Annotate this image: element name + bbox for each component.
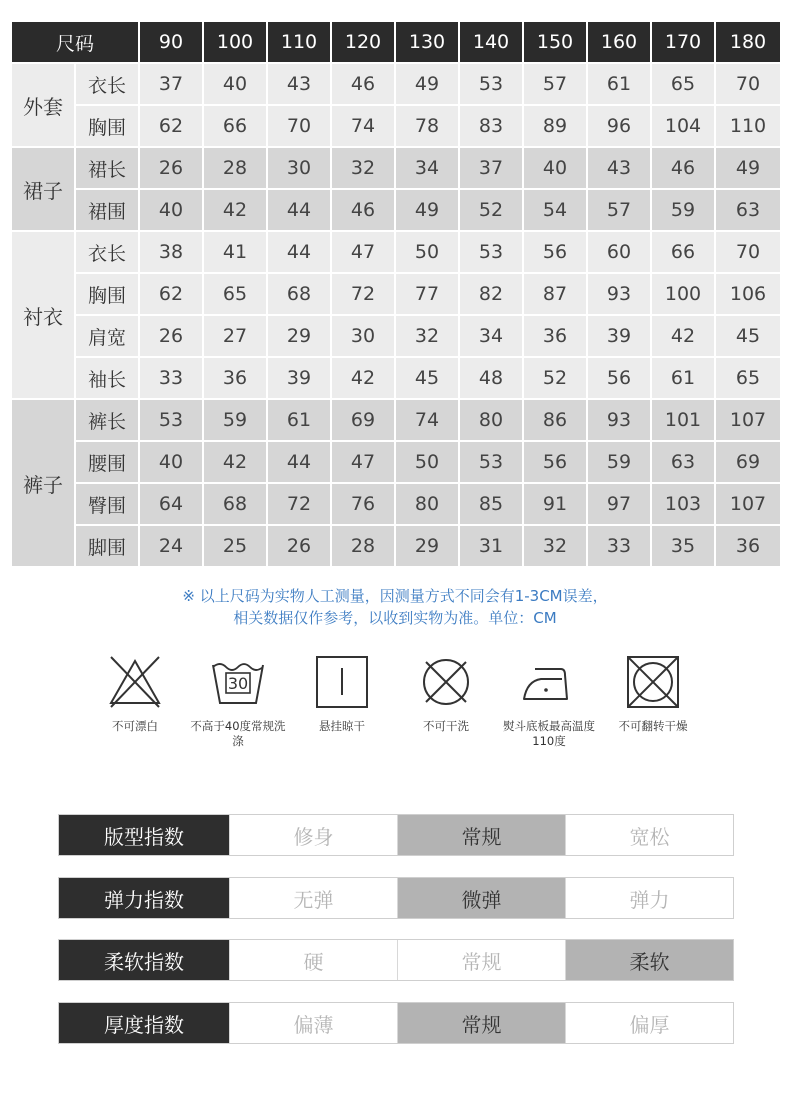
measurement-value: 32	[331, 147, 395, 189]
index-option: 常规	[397, 940, 565, 980]
measurement-value: 48	[459, 357, 523, 399]
size-header: 150	[523, 21, 587, 63]
care-label: 悬挂晾干	[319, 719, 365, 733]
measurement-value: 49	[395, 63, 459, 105]
measurement-value: 24	[139, 525, 203, 567]
measurement-value: 106	[715, 273, 781, 315]
measurement-value: 53	[459, 231, 523, 273]
care-item-no-dry-clean	[391, 655, 501, 734]
measurement-value: 50	[395, 231, 459, 273]
measurement-value: 33	[587, 525, 651, 567]
measurement-value: 52	[523, 357, 587, 399]
index-option: 弹力	[565, 878, 733, 918]
index-option: 偏厚	[565, 1003, 733, 1043]
measurement-value: 69	[715, 441, 781, 483]
care-item-iron	[494, 655, 604, 749]
measurement-value: 39	[587, 315, 651, 357]
measurement-value: 59	[587, 441, 651, 483]
measurement-value: 60	[587, 231, 651, 273]
garment-group-label: 裙子	[11, 147, 75, 231]
measurement-value: 107	[715, 399, 781, 441]
measurement-value: 39	[267, 357, 331, 399]
measurement-value: 103	[651, 483, 715, 525]
table-row	[11, 525, 781, 567]
index-title: 厚度指数	[59, 1003, 229, 1043]
measurement-note-line1: ※ 以上尺码为实物人工测量，因测量方式不同会有1-3CM误差，	[182, 587, 608, 605]
index-option: 微弹	[397, 878, 565, 918]
measurement-value: 53	[139, 399, 203, 441]
table-row	[11, 399, 781, 441]
measurement-value: 61	[651, 357, 715, 399]
measurement-value: 83	[459, 105, 523, 147]
index-row	[58, 1002, 734, 1044]
measurement-label: 袖长	[75, 357, 139, 399]
index-option: 常规	[397, 1003, 565, 1043]
measurement-value: 45	[715, 315, 781, 357]
size-header: 160	[587, 21, 651, 63]
table-row	[11, 189, 781, 231]
measurement-value: 30	[331, 315, 395, 357]
measurement-value: 57	[523, 63, 587, 105]
measurement-value: 53	[459, 63, 523, 105]
measurement-value: 42	[203, 441, 267, 483]
measurement-value: 43	[267, 63, 331, 105]
index-row	[58, 814, 734, 856]
size-header: 90	[139, 21, 203, 63]
measurement-value: 35	[651, 525, 715, 567]
wash-temp: 30	[227, 674, 249, 693]
measurement-value: 34	[395, 147, 459, 189]
index-row	[58, 939, 734, 981]
measurement-value: 96	[587, 105, 651, 147]
measurement-label: 衣长	[75, 231, 139, 273]
size-header: 100	[203, 21, 267, 63]
measurement-value: 59	[203, 399, 267, 441]
garment-group-label: 裤子	[11, 399, 75, 567]
measurement-value: 25	[203, 525, 267, 567]
measurement-value: 26	[267, 525, 331, 567]
table-row	[11, 315, 781, 357]
measurement-value: 29	[395, 525, 459, 567]
measurement-value: 30	[267, 147, 331, 189]
measurement-value: 82	[459, 273, 523, 315]
measurement-value: 32	[395, 315, 459, 357]
size-header: 140	[459, 21, 523, 63]
size-table-body	[11, 63, 781, 567]
measurement-value: 42	[651, 315, 715, 357]
measurement-value: 40	[523, 147, 587, 189]
measurement-value: 80	[395, 483, 459, 525]
measurement-label: 脚围	[75, 525, 139, 567]
measurement-value: 37	[459, 147, 523, 189]
measurement-value: 62	[139, 105, 203, 147]
measurement-value: 40	[139, 189, 203, 231]
measurement-value: 29	[267, 315, 331, 357]
measurement-value: 54	[523, 189, 587, 231]
measurement-value: 64	[139, 483, 203, 525]
size-header: 180	[715, 21, 781, 63]
index-title: 版型指数	[59, 815, 229, 855]
measurement-value: 46	[331, 189, 395, 231]
measurement-value: 70	[715, 63, 781, 105]
measurement-label: 裤长	[75, 399, 139, 441]
index-option: 常规	[397, 815, 565, 855]
measurement-value: 59	[651, 189, 715, 231]
measurement-value: 46	[651, 147, 715, 189]
no-dry-clean-icon	[418, 655, 474, 709]
measurement-label: 胸围	[75, 105, 139, 147]
measurement-value: 86	[523, 399, 587, 441]
measurement-label: 衣长	[75, 63, 139, 105]
measurement-label: 腰围	[75, 441, 139, 483]
index-title: 柔软指数	[59, 940, 229, 980]
measurement-value: 47	[331, 441, 395, 483]
care-label: 不可漂白	[112, 719, 158, 733]
garment-group-label: 衬衣	[11, 231, 75, 399]
size-header-label: 尺码	[11, 21, 139, 63]
measurement-value: 49	[715, 147, 781, 189]
measurement-value: 93	[587, 273, 651, 315]
measurement-value: 36	[203, 357, 267, 399]
measurement-value: 36	[715, 525, 781, 567]
no-bleach-icon	[107, 655, 163, 709]
measurement-value: 61	[587, 63, 651, 105]
measurement-value: 110	[715, 105, 781, 147]
measurement-value: 63	[715, 189, 781, 231]
measurement-label: 裙围	[75, 189, 139, 231]
measurement-note-line2: 相关数据仅作参考，以收到实物为准。单位：CM	[233, 609, 557, 627]
measurement-value: 97	[587, 483, 651, 525]
size-table	[10, 20, 782, 568]
garment-group-label: 外套	[11, 63, 75, 147]
measurement-value: 93	[587, 399, 651, 441]
measurement-value: 34	[459, 315, 523, 357]
measurement-value: 46	[331, 63, 395, 105]
size-header: 110	[267, 21, 331, 63]
size-header: 120	[331, 21, 395, 63]
care-item-no-bleach	[80, 655, 190, 734]
measurement-value: 70	[715, 231, 781, 273]
measurement-value: 38	[139, 231, 203, 273]
measurement-value: 26	[139, 147, 203, 189]
measurement-value: 77	[395, 273, 459, 315]
index-title: 弹力指数	[59, 878, 229, 918]
measurement-value: 107	[715, 483, 781, 525]
index-option: 无弹	[229, 878, 397, 918]
measurement-value: 44	[267, 231, 331, 273]
measurement-value: 76	[331, 483, 395, 525]
measurement-value: 40	[203, 63, 267, 105]
iron-icon	[521, 655, 577, 709]
table-row	[11, 357, 781, 399]
measurement-value: 61	[267, 399, 331, 441]
care-label: 熨斗底板最高温度110度	[503, 719, 595, 748]
measurement-value: 63	[651, 441, 715, 483]
no-tumble-dry-icon	[625, 655, 681, 709]
measurement-value: 65	[651, 63, 715, 105]
index-row	[58, 877, 734, 919]
measurement-value: 80	[459, 399, 523, 441]
care-item-no-tumble-dry	[598, 655, 708, 734]
measurement-value: 42	[331, 357, 395, 399]
measurement-value: 57	[587, 189, 651, 231]
table-row	[11, 63, 781, 105]
measurement-value: 37	[139, 63, 203, 105]
measurement-value: 27	[203, 315, 267, 357]
table-row	[11, 105, 781, 147]
index-option: 偏薄	[229, 1003, 397, 1043]
measurement-value: 36	[523, 315, 587, 357]
measurement-label: 胸围	[75, 273, 139, 315]
measurement-value: 31	[459, 525, 523, 567]
measurement-value: 74	[395, 399, 459, 441]
care-label: 不高于40度常规洗涤	[190, 719, 286, 748]
measurement-value: 56	[523, 441, 587, 483]
measurement-value: 41	[203, 231, 267, 273]
table-row	[11, 483, 781, 525]
measurement-value: 52	[459, 189, 523, 231]
wash-30-icon	[210, 655, 266, 709]
measurement-value: 26	[139, 315, 203, 357]
measurement-value: 66	[203, 105, 267, 147]
measurement-value: 104	[651, 105, 715, 147]
measurement-value: 44	[267, 441, 331, 483]
hang-dry-icon	[314, 655, 370, 709]
index-option: 硬	[229, 940, 397, 980]
size-header: 170	[651, 21, 715, 63]
measurement-value: 68	[203, 483, 267, 525]
measurement-value: 72	[267, 483, 331, 525]
measurement-value: 68	[267, 273, 331, 315]
measurement-value: 50	[395, 441, 459, 483]
table-row	[11, 273, 781, 315]
measurement-value: 53	[459, 441, 523, 483]
measurement-value: 62	[139, 273, 203, 315]
measurement-value: 28	[331, 525, 395, 567]
measurement-value: 28	[203, 147, 267, 189]
measurement-value: 33	[139, 357, 203, 399]
index-option: 柔软	[565, 940, 733, 980]
measurement-value: 43	[587, 147, 651, 189]
measurement-value: 56	[587, 357, 651, 399]
measurement-value: 89	[523, 105, 587, 147]
size-header: 130	[395, 21, 459, 63]
table-row	[11, 147, 781, 189]
measurement-value: 47	[331, 231, 395, 273]
measurement-value: 49	[395, 189, 459, 231]
size-header-row	[11, 21, 781, 63]
care-label: 不可干洗	[423, 719, 469, 733]
care-item-wash-30	[183, 655, 293, 749]
measurement-value: 45	[395, 357, 459, 399]
measurement-value: 56	[523, 231, 587, 273]
measurement-value: 85	[459, 483, 523, 525]
measurement-value: 100	[651, 273, 715, 315]
care-label: 不可翻转干燥	[618, 719, 688, 733]
measurement-value: 87	[523, 273, 587, 315]
measurement-value: 44	[267, 189, 331, 231]
measurement-value: 66	[651, 231, 715, 273]
measurement-value: 78	[395, 105, 459, 147]
index-option: 宽松	[565, 815, 733, 855]
measurement-value: 40	[139, 441, 203, 483]
measurement-value: 42	[203, 189, 267, 231]
measurement-value: 70	[267, 105, 331, 147]
measurement-value: 101	[651, 399, 715, 441]
measurement-value: 32	[523, 525, 587, 567]
measurement-label: 臀围	[75, 483, 139, 525]
measurement-label: 裙长	[75, 147, 139, 189]
care-item-hang-dry	[287, 655, 397, 734]
measurement-value: 91	[523, 483, 587, 525]
index-option: 修身	[229, 815, 397, 855]
measurement-value: 74	[331, 105, 395, 147]
measurement-value: 69	[331, 399, 395, 441]
measurement-value: 65	[203, 273, 267, 315]
table-row	[11, 231, 781, 273]
table-row	[11, 441, 781, 483]
measurement-value: 65	[715, 357, 781, 399]
measurement-label: 肩宽	[75, 315, 139, 357]
measurement-value: 72	[331, 273, 395, 315]
